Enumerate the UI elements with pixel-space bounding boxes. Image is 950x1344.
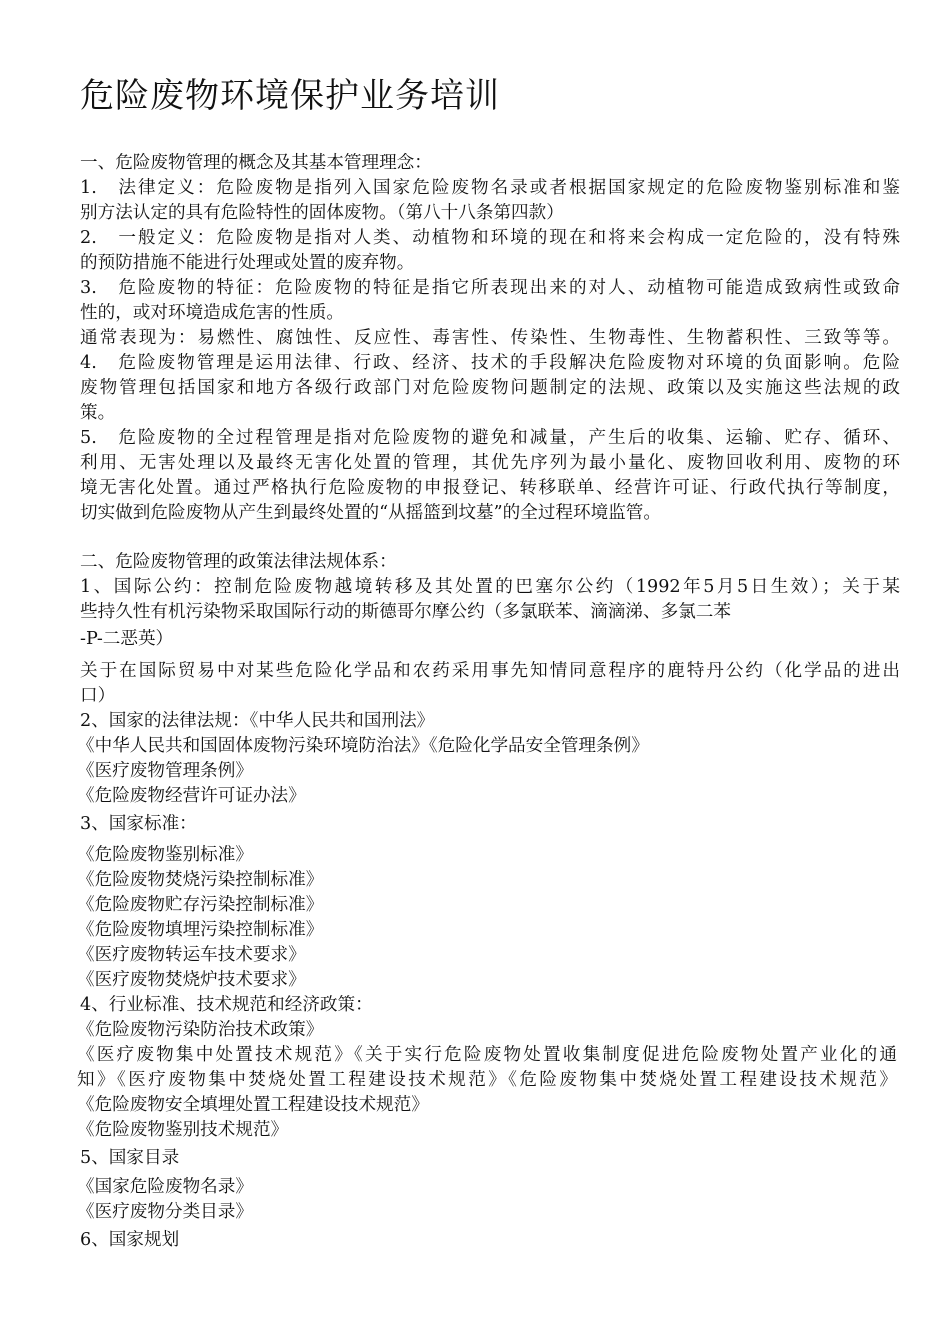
paragraph-line: 关于在国际贸易中对某些危险化学品和农药采用事先知情同意程序的鹿特丹公约（化学品的进出	[80, 661, 900, 681]
list-item: 《危险废物填埋污染控制标准》	[77, 920, 324, 940]
list-item: 《危险废物安全填埋处置工程建设技术规范》	[77, 1095, 429, 1115]
paragraph-line: -P-二恶英）	[80, 629, 174, 649]
list-item: 《医疗废物集中处置技术规范》《关于实行危险废物处置收集制度促进危险废物处置产业化的通	[77, 1045, 897, 1065]
paragraph-line: 1、国际公约：控制危险废物越境转移及其处置的巴塞尔公约（1992年5月5日生效）；关于某	[80, 577, 900, 597]
list-heading: 6、国家规划	[80, 1230, 180, 1250]
paragraph-line: 废物管理包括国家和地方各级行政部门对危险废物问题制定的法规、政策以及实施这些法规的政	[80, 378, 900, 398]
paragraph-line: 别方法认定的具有危险特性的固体废物。（第八十八条第四款）	[80, 203, 564, 223]
list-item: 《危险废物贮存污染控制标准》	[77, 895, 324, 915]
paragraph-line: 2. 一般定义：危险废物是指对人类、动植物和环境的现在和将来会构成一定危险的，没有特殊	[80, 228, 900, 248]
section-heading-2: 二、危险废物管理的政策法律法规体系：	[80, 552, 397, 572]
list-item: 《医疗废物转运车技术要求》	[77, 945, 306, 965]
list-item: 《中华人民共和国固体废物污染环境防治法》《危险化学品安全管理条例》	[77, 736, 649, 756]
paragraph-line: 切实做到危险废物从产生到最终处置的“从摇篮到坟墓”的全过程环境监管。	[80, 503, 661, 523]
paragraph-line: 境无害化处置。通过严格执行危险废物的申报登记、转移联单、经营许可证、行政代执行等制度，	[80, 478, 900, 498]
list-item: 《国家危险废物名录》	[77, 1177, 253, 1197]
paragraph-line: 4. 危险废物管理是运用法律、行政、经济、技术的手段解决危险废物对环境的负面影响。危险	[80, 353, 900, 373]
list-item: 知》《医疗废物集中焚烧处置工程建设技术规范》《危险废物集中焚烧处置工程建设技术规范》	[77, 1070, 897, 1090]
list-item: 《危险废物经营许可证办法》	[77, 786, 306, 806]
list-item: 《医疗废物分类目录》	[77, 1202, 253, 1222]
paragraph-line: 通常表现为：易燃性、腐蚀性、反应性、毒害性、传染性、生物毒性、生物蓄积性、三致等等。	[80, 328, 900, 348]
document-title: 危险废物环境保护业务培训	[80, 76, 500, 116]
list-item: 《医疗废物焚烧炉技术要求》	[77, 970, 306, 990]
list-item: 《危险废物鉴别技术规范》	[77, 1120, 289, 1140]
paragraph-line: 口）	[80, 686, 116, 706]
paragraph-line: 3. 危险废物的特征：危险废物的特征是指它所表现出来的对人、动植物可能造成致病性或致命	[80, 278, 900, 298]
list-item: 《危险废物鉴别标准》	[77, 845, 253, 865]
paragraph-line: 性的，或对环境造成危害的性质。	[80, 303, 344, 323]
list-heading: 2、国家的法律法规：《中华人民共和国刑法》	[80, 711, 435, 731]
paragraph-line: 1. 法律定义：危险废物是指列入国家危险废物名录或者根据国家规定的危险废物鉴别标准和鉴	[80, 178, 900, 198]
list-item: 《危险废物污染防治技术政策》	[77, 1020, 324, 1040]
paragraph-line: 策。	[80, 403, 116, 423]
paragraph-line: 5. 危险废物的全过程管理是指对危险废物的避免和减量，产生后的收集、运输、贮存、循环、	[80, 428, 900, 448]
paragraph-line: 利用、无害处理以及最终无害化处置的管理，其优先序列为最小量化、废物回收利用、废物的环	[80, 453, 900, 473]
list-heading: 5、国家目录	[80, 1148, 180, 1168]
paragraph-line: 些持久性有机污染物采取国际行动的斯德哥尔摩公约（多氯联苯、滴滴涕、多氯二苯	[80, 602, 731, 622]
list-heading: 3、国家标准：	[80, 814, 197, 834]
list-item: 《医疗废物管理条例》	[77, 761, 253, 781]
list-item: 《危险废物焚烧污染控制标准》	[77, 870, 324, 890]
list-heading: 4、行业标准、技术规范和经济政策：	[80, 995, 373, 1015]
paragraph-line: 的预防措施不能进行处理或处置的废弃物。	[80, 253, 415, 273]
section-heading-1: 一、危险废物管理的概念及其基本管理理念：	[80, 153, 432, 173]
